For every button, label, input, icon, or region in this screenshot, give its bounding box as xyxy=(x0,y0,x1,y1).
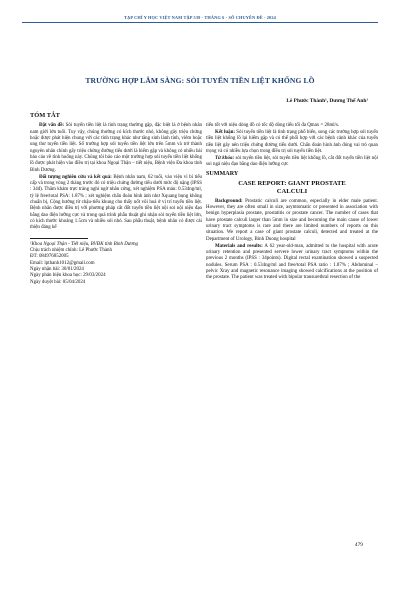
en-background-paragraph xyxy=(206,199,378,243)
vi-methods-lead: Đối tượng nghiên cứu và kết quả: xyxy=(39,174,112,180)
en-background-text: Prostatic calculi are common, especially in elder male patient. However, they are often small in size, asymtomatic or presented in association with benign hyperplasia prostate, prostatitis or prostate cancer. The number of cases that have prostate calculi larger than 5mm in size and becoming the main cause of lower urinary tract symptoms is rare and there are limited numbers of reports on this situation. We report a case of giant prostate calculi, detected and treated at the Department of Urology, Binh Duong hospital xyxy=(206,198,378,242)
en-methods-paragraph xyxy=(206,244,378,282)
en-article-title xyxy=(206,180,378,196)
footnote-email: Email: lpthanh1012@gmail.com xyxy=(30,260,95,266)
vi-keywords-text: sỏi tuyến tiền liệt, sỏi tuyến tiền liệt khổng lồ, cắt đốt tuyến tiền liệt nội soi ngả niệu đạo bằng dao điện lưỡng cực xyxy=(206,155,378,168)
article-title: TRƯỜNG HỢP LÂM SÀNG: SỎI TUYẾN TIỀN LIỆT KHỔNG LỒ xyxy=(85,76,315,85)
article-authors: Lê Phước Thành¹, Dương Thế Anh¹ xyxy=(286,98,368,104)
en-title-line-2: CALCULI xyxy=(276,187,308,195)
vi-methods-text: Bệnh nhân nam, 62 tuổi, vào viện vì bí tiểu cấp và trong vòng 2 tháng trước đó có triệu chứng đường tiểu dưới mức độ nặng (IPSS : 34đ). Thăm khám trực tràng nghi ngờ nhân cứng, xét nghiệm PSA máu: 0.534ng/ml, tỷ lệ free/total PSA: 1.87% ; xét nghiệm chẩn đoán hình ảnh như Xquang bụng không chuẩn bị, Cộng hưởng từ chậu-tiểu khung cho thấy nốt vôi hoá ở vị trí tuyến tiền liệt. Bệnh nhân được điều trị với phương pháp cắt đốt tuyến tiền liệt nội soi nội niệu đạo bằng dao điện lưỡng cực và trong quá trình phẫu thuật ghi nhận sỏi tuyến tiền liệt lớn, có kích thước khoảng 1.5cm và nhiều sỏi nhỏ. Sau phẫu thuật, bệnh nhân có được cải thiện đáng kể xyxy=(30,174,202,231)
vi-results-continuation: tiểu tốt với niệu dòng đồ có tốc độ dòng tiểu tối đa Qmax = 28ml/s. xyxy=(206,123,340,128)
en-title-line-1: CASE REPORT: GIANT PROSTATE xyxy=(238,179,346,187)
footnote-affiliation: ¹Khoa Ngoại Thận - Tiết niệu, BVĐK tỉnh Bình Dương xyxy=(30,241,139,247)
footnote-accepted: Ngày duyệt bài: 05/04/2024 xyxy=(30,279,86,285)
footnote-received: Ngày nhận bài: 30/01/2024 xyxy=(30,267,84,273)
vi-background-lead: Đặt vấn đề: xyxy=(39,123,65,129)
vi-conclusion-paragraph xyxy=(206,130,378,155)
en-methods-text: A 62 year-old-man, admitted to the hospital with acute urinary retention and presented servere lower urinary tract symptoms within the previous 2 months (IPSS : 34points). Digital rectal examination showed a suspected nodules. Serum PSA : 0.534ng/ml and free/total PSA ratio : 1.87% ; Abdominal – pelvic Xray and magnetic resonance imaging showed calcifications at the position of the prostate. The patient was treated with bipolar transurethral resection of the xyxy=(206,243,379,281)
page-number: 479 xyxy=(354,542,363,548)
footnote-block xyxy=(30,242,202,286)
vi-conclusion-lead: Kết luận: xyxy=(215,129,235,135)
footnote-reviewed: Ngày phản biện khoa học: 29/03/2024 xyxy=(30,273,106,279)
vi-background-paragraph xyxy=(30,123,202,174)
en-summary-heading: SUMMARY xyxy=(206,171,239,178)
vi-methods-paragraph xyxy=(30,175,202,232)
vi-keywords-paragraph xyxy=(206,156,378,169)
header-rule xyxy=(22,22,378,23)
vi-abstract-heading: TÓM TẮT xyxy=(30,112,60,119)
vi-background-text: Sỏi tuyến tiền liệt là tình trạng thường gặp, đặc biệt là ở bệnh nhân nam giới lớn tuổi. Tuy vậy, chúng thường có kích thước nhỏ, không gây triệu chứng hoặc được phát hiện chung với các tình trạng khác như tăng sinh lành tính, viêm hoặc ung thư tuyến tiền liệt. Số trường hợp sỏi tuyến tiền liệt lớn trên 5mm và trở thành nguyên nhân chính gây triệu chứng đường tiểu dưới là hiếm gặp và không có nhiều bài báo cáo về tình huống này. Chúng tôi báo cáo một trường hợp sỏi tuyến tiền liệt khổng lồ được phát hiện vào điều trị tại khoa Ngoại Thận – tiết niệu, Bệnh viện Đa khoa tỉnh Bình Dương. xyxy=(30,123,202,173)
left-column xyxy=(30,113,202,286)
en-methods-lead: Materials and results: xyxy=(215,243,263,249)
running-head: TẠP CHÍ Y HỌC VIỆT NAM TẬP 539 - THÁNG 6 - SỐ CHUYÊN ĐỀ - 2024 xyxy=(124,15,276,20)
vi-keywords-lead: Từ khóa: xyxy=(215,155,235,161)
footnote-phone: ĐT: 084976852005 xyxy=(30,254,69,260)
right-column xyxy=(206,123,378,282)
footnote-rule xyxy=(30,238,88,239)
vi-conclusion-text: Sỏi tuyến tiền liệt là tình trạng phổ biến, song các trường hợp sỏi tuyến tiền liệt khổng lồ lại hiếm gặp và có thể phối hợp với các bệnh cảnh khác của tuyến tiền liệt gây nên triệu chứng đường tiểu dưới. Chẩn đoán hình ảnh đóng vai trò quan trọng và có nhiều lựa chọn trong điều trị sỏi tuyến tiền liệt. xyxy=(206,129,378,154)
footnote-responsible: Chịu trách nhiệm chính: Lê Phước Thành xyxy=(30,248,112,254)
en-background-lead: Background: xyxy=(215,198,243,204)
